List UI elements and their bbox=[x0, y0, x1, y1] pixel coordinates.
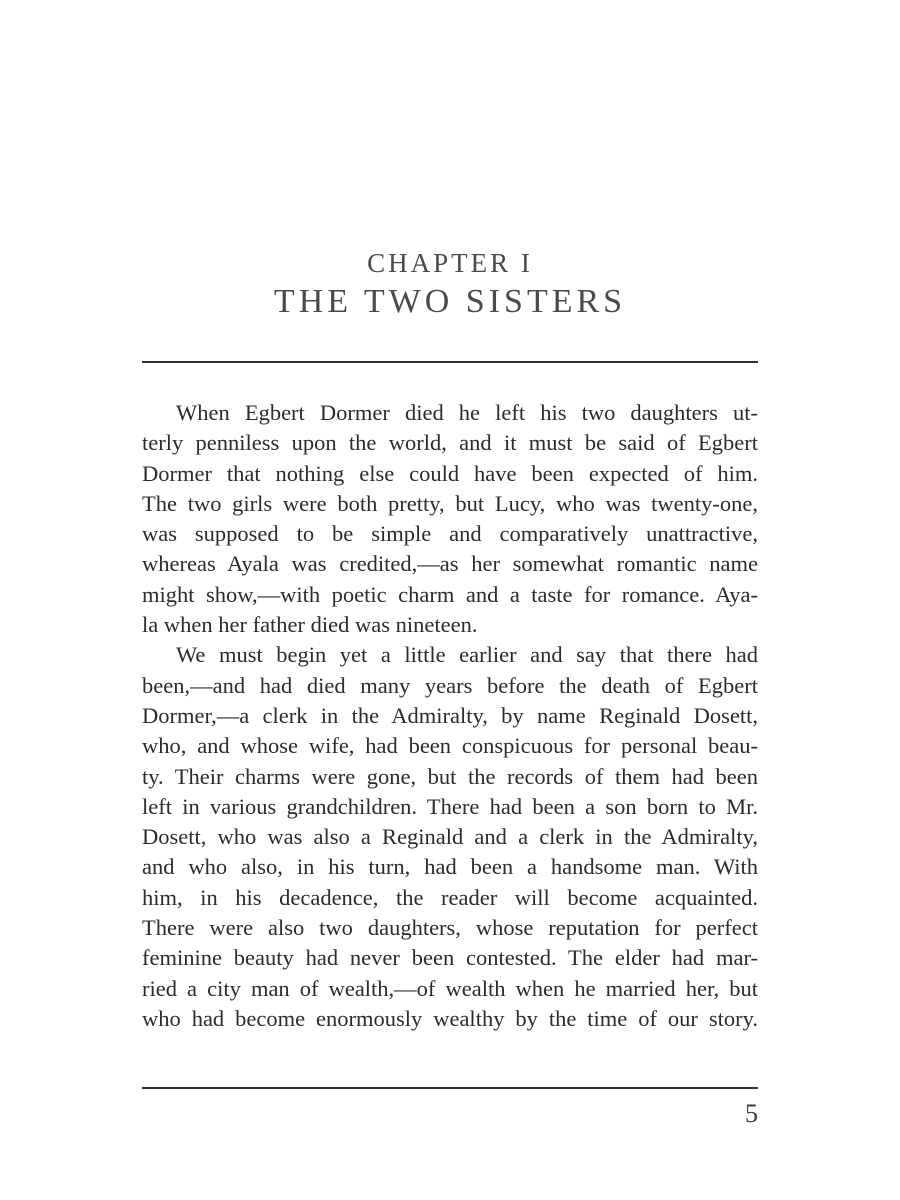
text-line: terly penniless upon the world, and it must be said of Egbert bbox=[142, 430, 758, 456]
text-line: left in various grandchildren. There had been a son born to Mr. bbox=[142, 793, 758, 819]
text-line: was supposed to be simple and comparatively unattractive, bbox=[142, 521, 758, 547]
text-line: We must begin yet a little earlier and say that there had bbox=[176, 642, 758, 668]
text-line: When Egbert Dormer died he left his two daughters ut- bbox=[176, 400, 758, 425]
text-line: whereas Ayala was credited,—as her somewhat romantic name bbox=[142, 551, 758, 577]
text-line: and who also, in his turn, had been a handsome man. With bbox=[142, 854, 758, 880]
text-line: Dosett, who was also a Reginald and a clerk in the Admiralty, bbox=[142, 824, 758, 850]
text-line: feminine beauty had never been contested. The elder had mar- bbox=[142, 945, 758, 971]
text-line: who had become enormously wealthy by the time of our story. bbox=[142, 1005, 758, 1031]
text-line: been,—and had died many years before the death of Egbert bbox=[142, 672, 758, 698]
bottom-divider bbox=[142, 1087, 758, 1089]
chapter-heading bbox=[0, 246, 900, 323]
page-number: 5 bbox=[745, 1099, 758, 1128]
text-line: ried a city man of wealth,—of wealth when he married her, but bbox=[142, 975, 758, 1001]
chapter-title: THE TWO SISTERS bbox=[273, 283, 627, 320]
text-line: Dormer that nothing else could have been expected of him. bbox=[142, 460, 758, 486]
top-divider bbox=[142, 361, 758, 363]
text-line: who, and whose wife, had been conspicuous for personal beau- bbox=[142, 733, 758, 759]
text-line: la when her father died was nineteen. bbox=[142, 612, 478, 638]
text-line: There were also two daughters, whose reputation for perfect bbox=[142, 915, 758, 941]
text-line: Dormer,—a clerk in the Admiralty, by name Reginald Dosett, bbox=[142, 702, 758, 728]
chapter-number: CHAPTER I bbox=[367, 248, 533, 278]
body-text bbox=[142, 398, 758, 1034]
text-line: The two girls were both pretty, but Lucy, who was twenty-one, bbox=[142, 490, 758, 516]
text-line: might show,—with poetic charm and a taste for romance. Aya- bbox=[142, 581, 758, 607]
text-line: him, in his decadence, the reader will become acquainted. bbox=[142, 884, 758, 910]
text-line: ty. Their charms were gone, but the records of them had been bbox=[142, 763, 758, 789]
paragraph-2 bbox=[142, 640, 758, 1034]
paragraph-1 bbox=[142, 398, 758, 640]
